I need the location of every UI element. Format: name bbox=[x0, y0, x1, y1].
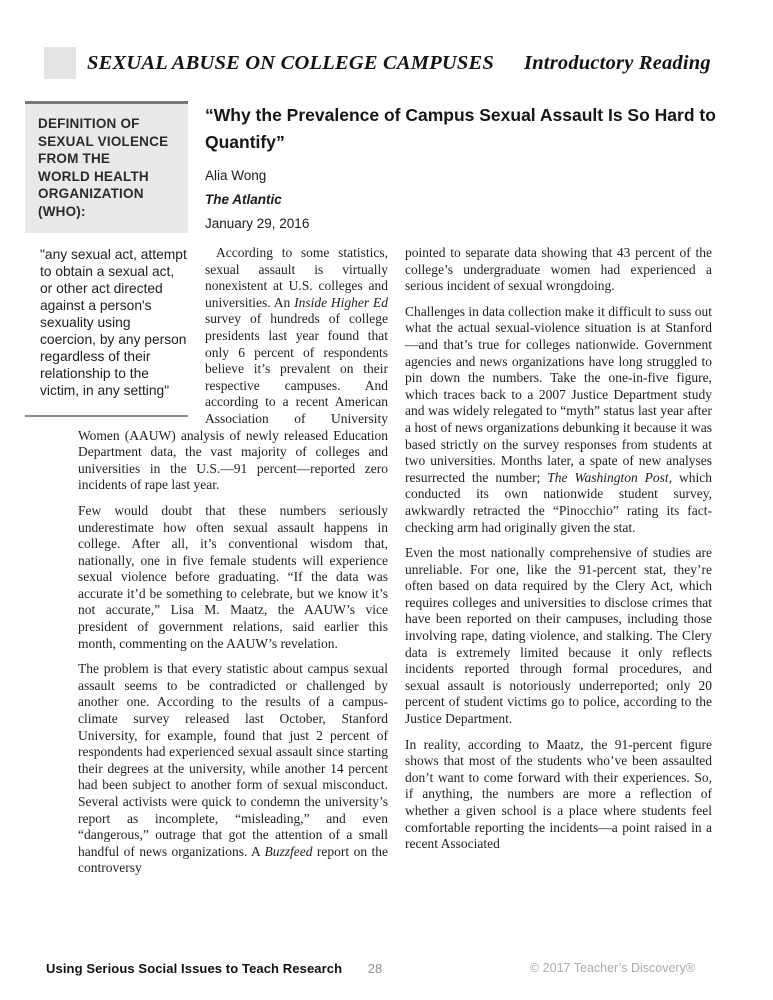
definition-heading-line: (WHO): bbox=[38, 203, 86, 219]
cited-publication: The Washington Post bbox=[547, 469, 669, 485]
definition-heading bbox=[38, 115, 177, 220]
article-paragraph: Even the most nationally comprehensive of studies are unreliable. For one, like the 91-percent stat, they’re often based on data required by the Clery Act, which requires colleges and universities to disclose crimes that have been reported on their campuses, including those involving rape, dating violence, and stalking. The Clery data is extremely limited because it only reflects incidents reported through formal procedures, and sexual assault is notoriously underreported; only 20 percent of student victims go to police, according to the Justice Department. bbox=[405, 545, 712, 727]
footer-copyright: © 2017 Teacher’s Discovery® bbox=[530, 961, 696, 975]
definition-heading-line: WORLD HEALTH bbox=[38, 168, 149, 184]
article-header bbox=[205, 102, 725, 240]
article-author: Alia Wong bbox=[205, 168, 267, 183]
article-date: January 29, 2016 bbox=[205, 216, 310, 231]
body-right-column bbox=[405, 245, 712, 862]
definition-heading-line: SEXUAL VIOLENCE bbox=[38, 133, 169, 149]
article-paragraph: In reality, according to Maatz, the 91-percent figure shows that most of the students who’ve been assaulted don’t want to come forward with their experiences. So, if anything, the numbers are more a reflection of whether a given school is a place where students feel comfortable reporting the incidents—a point raised in a recent Associated bbox=[405, 736, 712, 852]
who-definition-quote: "any sexual act, attempt to obtain a sexual act, or other act directed against a person's sexuality using coercion, by any person regardless of their relationship to the victim, in any setting" bbox=[40, 247, 187, 398]
paragraph-text: survey of hundreds of college presidents last year found that only 6 percent of respondents believe it’s prevalent on their respective campuses. And according to a recent American Association of University Women (AAUW) analysis of newly released Education Department data, the vast majority of colleges and universities in the U.S.—91 percent—reported zero incidents of rape last year. bbox=[78, 311, 388, 493]
cited-publication: Inside Higher Ed bbox=[294, 294, 389, 310]
footer-page-number: 28 bbox=[367, 961, 383, 976]
definition-heading-box bbox=[25, 104, 188, 233]
article-paragraph: pointed to separate data showing that 43 percent of the college’s undergraduate women had experienced a serious incident of sexual wrongdoing. bbox=[405, 245, 712, 294]
paragraph-text: Challenges in data collection make it difficult to suss out what the actual sexual-violence situation is at Stanford—and that’s true for colleges nationwide. Government agencies and news organizations have long struggled to pin down the numbers. Take the one-in-five figure, which traces back to a 2007 Justice Department study and was widely relegated to “myth” status last year after a host of news organizations debunking it because it was based strictly on the survey responses from students at two universities. Months later, a spate of new analyses resurrected the number; bbox=[405, 303, 712, 485]
article-paragraph bbox=[78, 661, 388, 877]
footer-book-title: Using Serious Social Issues to Teach Research bbox=[46, 961, 343, 976]
category-square-icon bbox=[44, 47, 76, 79]
article-paragraph bbox=[405, 304, 712, 536]
paragraph-text: , which conducted its own nationwide student survey, awkwardly retracted the “Pinocchio” rating its fact-checking arm had originally given the stat. bbox=[405, 469, 712, 535]
paragraph-text: report on the controversy bbox=[78, 843, 388, 876]
definition-heading-line: ORGANIZATION bbox=[38, 186, 144, 201]
cited-publication: Buzzfeed bbox=[264, 843, 313, 859]
definition-heading-line: FROM THE bbox=[38, 151, 111, 166]
paragraph-text: According to some statistics, sexual assault is virtually nonexistent at U.S. colleges and universities. An bbox=[205, 245, 388, 310]
unit-category-title: SEXUAL ABUSE ON COLLEGE CAMPUSES bbox=[87, 52, 495, 74]
sidebar-wrap-spacer bbox=[78, 245, 205, 427]
section-label: Introductory Reading bbox=[524, 52, 711, 74]
article-title: “Why the Prevalence of Campus Sexual Assault Is So Hard to Quantify” bbox=[205, 105, 716, 152]
definition-heading-line: DEFINITION OF bbox=[38, 116, 140, 131]
paragraph-text: The problem is that every statistic about campus sexual assault seems to be contradicted or challenged by another one. According to the results of a campus-climate survey released last October, Stanford University, for example, found that just 2 percent of respondents had experienced sexual assault since starting their degrees at the university, while another 14 percent had been subject to another form of sexual misconduct. Several activists were quick to condemn the university’s report as incomplete, “misleading,” and even “dangerous,” outrage that got the attention of a small handful of news organizations. A bbox=[78, 661, 388, 859]
article-paragraph bbox=[78, 245, 388, 494]
body-left-column bbox=[78, 245, 388, 886]
article-publication: The Atlantic bbox=[205, 192, 282, 207]
article-paragraph: Few would doubt that these numbers seriously underestimate how often sexual assault happens in college. After all, it’s conventional wisdom that, nationally, one in five female students will experience sexual violence before graduating. “If the data was accurate it’d be something to celebrate, but we know it’s not accurate,” Lisa M. Maatz, the AAUW’s vice president of government relations, said earlier this month, commenting on the AAUW’s revelation. bbox=[78, 502, 388, 651]
page-header bbox=[87, 52, 711, 75]
page-footer bbox=[0, 961, 773, 981]
